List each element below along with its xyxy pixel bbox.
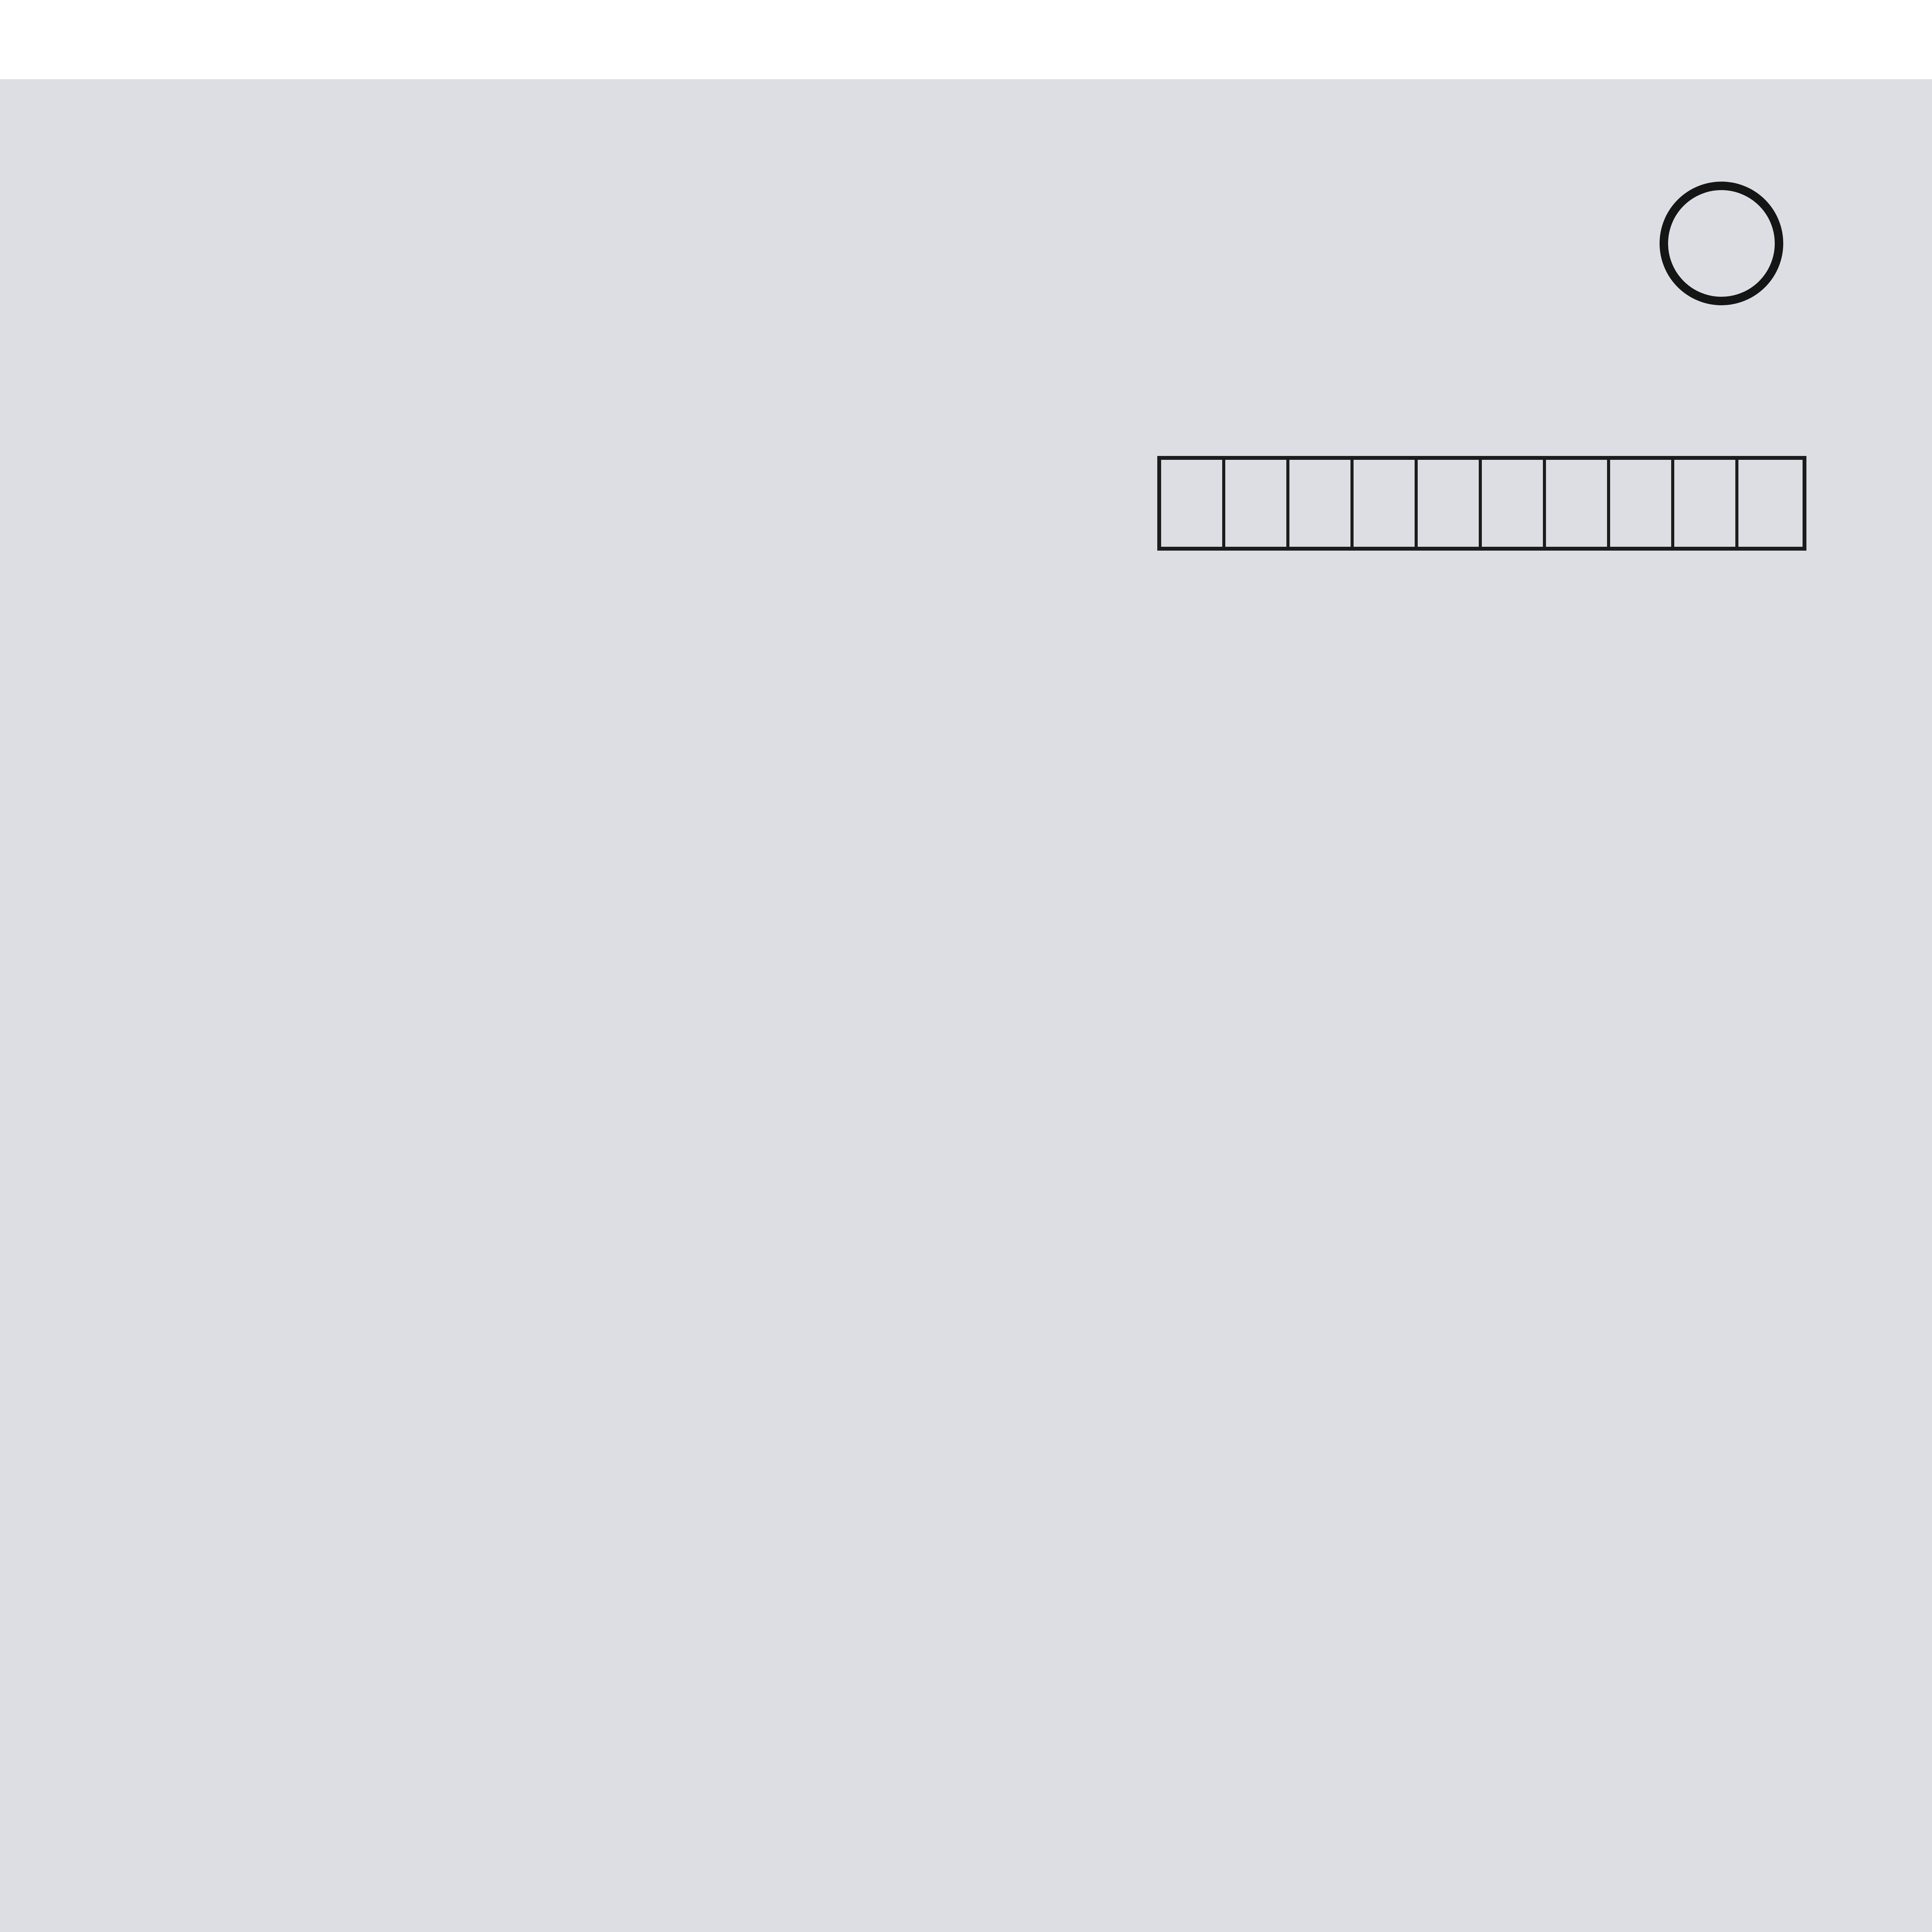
regd-box [1418,460,1482,547]
regd-box [1354,460,1418,547]
regd-box [1546,460,1610,547]
regd-box [1738,460,1803,547]
regd-box [1610,460,1674,547]
regd-box [1674,460,1738,547]
regd-box [1289,460,1354,547]
regd-box [1225,460,1289,547]
regd-no-boxes [1157,456,1806,551]
scanned-paper [0,79,1932,1932]
regd-box [1482,460,1546,547]
set-letter-badge [1660,182,1783,305]
regd-box [1161,460,1225,547]
